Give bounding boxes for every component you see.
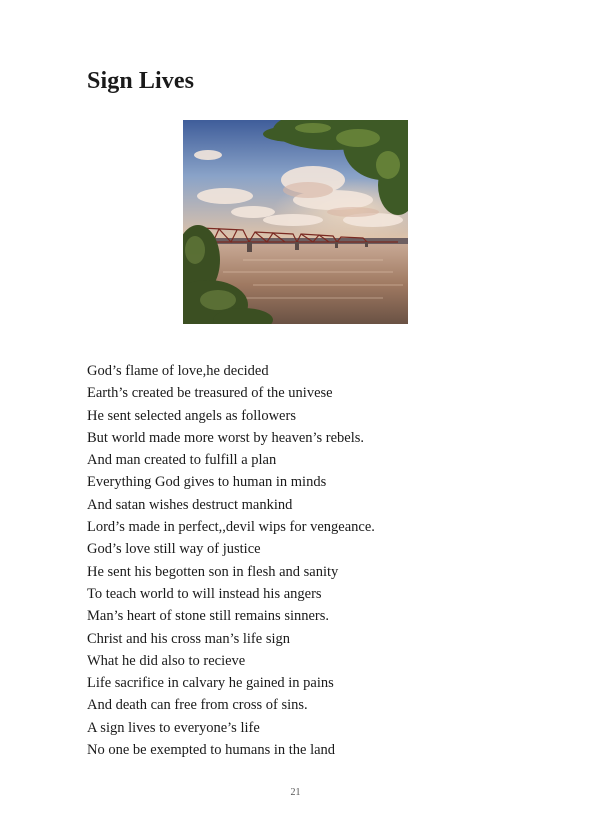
poem-line: But world made more worst by heaven’s rebels. [87,429,365,446]
page-title: Sign Lives [87,68,195,94]
poem-line: No one be exempted to humans in the land [87,742,336,759]
poem-line: He sent his begotten son in flesh and sanity [87,563,339,580]
poem-line: And satan wishes destruct mankind [87,496,293,513]
poem-line: He sent selected angels as followers [87,407,296,424]
poem-line: Earth’s created be treasured of the univese [87,385,333,402]
poem-line: Everything God gives to human in minds [87,474,327,491]
poem-line: God’s flame of love,he decided [87,363,269,379]
poem-line: Life sacrifice in calvary he gained in pains [87,675,334,692]
page-number: 21 [290,787,301,798]
poem-line: God’s love still way of justice [87,541,261,558]
poem [87,360,375,761]
poem-line: Man’s heart of stone still remains sinners. [87,608,330,625]
river-bridge-photo [183,120,408,324]
poem-line: What he did also to recieve [87,652,246,669]
poem-line: Lord’s made in perfect,,devil wips for vengeance. [87,519,375,536]
poem-line: And man created to fulfill a plan [87,452,277,469]
poem-line: To teach world to will instead his angers [87,585,322,602]
poem-line: A sign lives to everyone’s life [87,719,260,736]
poem-line: And death can free from cross of sins. [87,697,308,714]
poem-line: Christ and his cross man’s life sign [87,630,290,647]
